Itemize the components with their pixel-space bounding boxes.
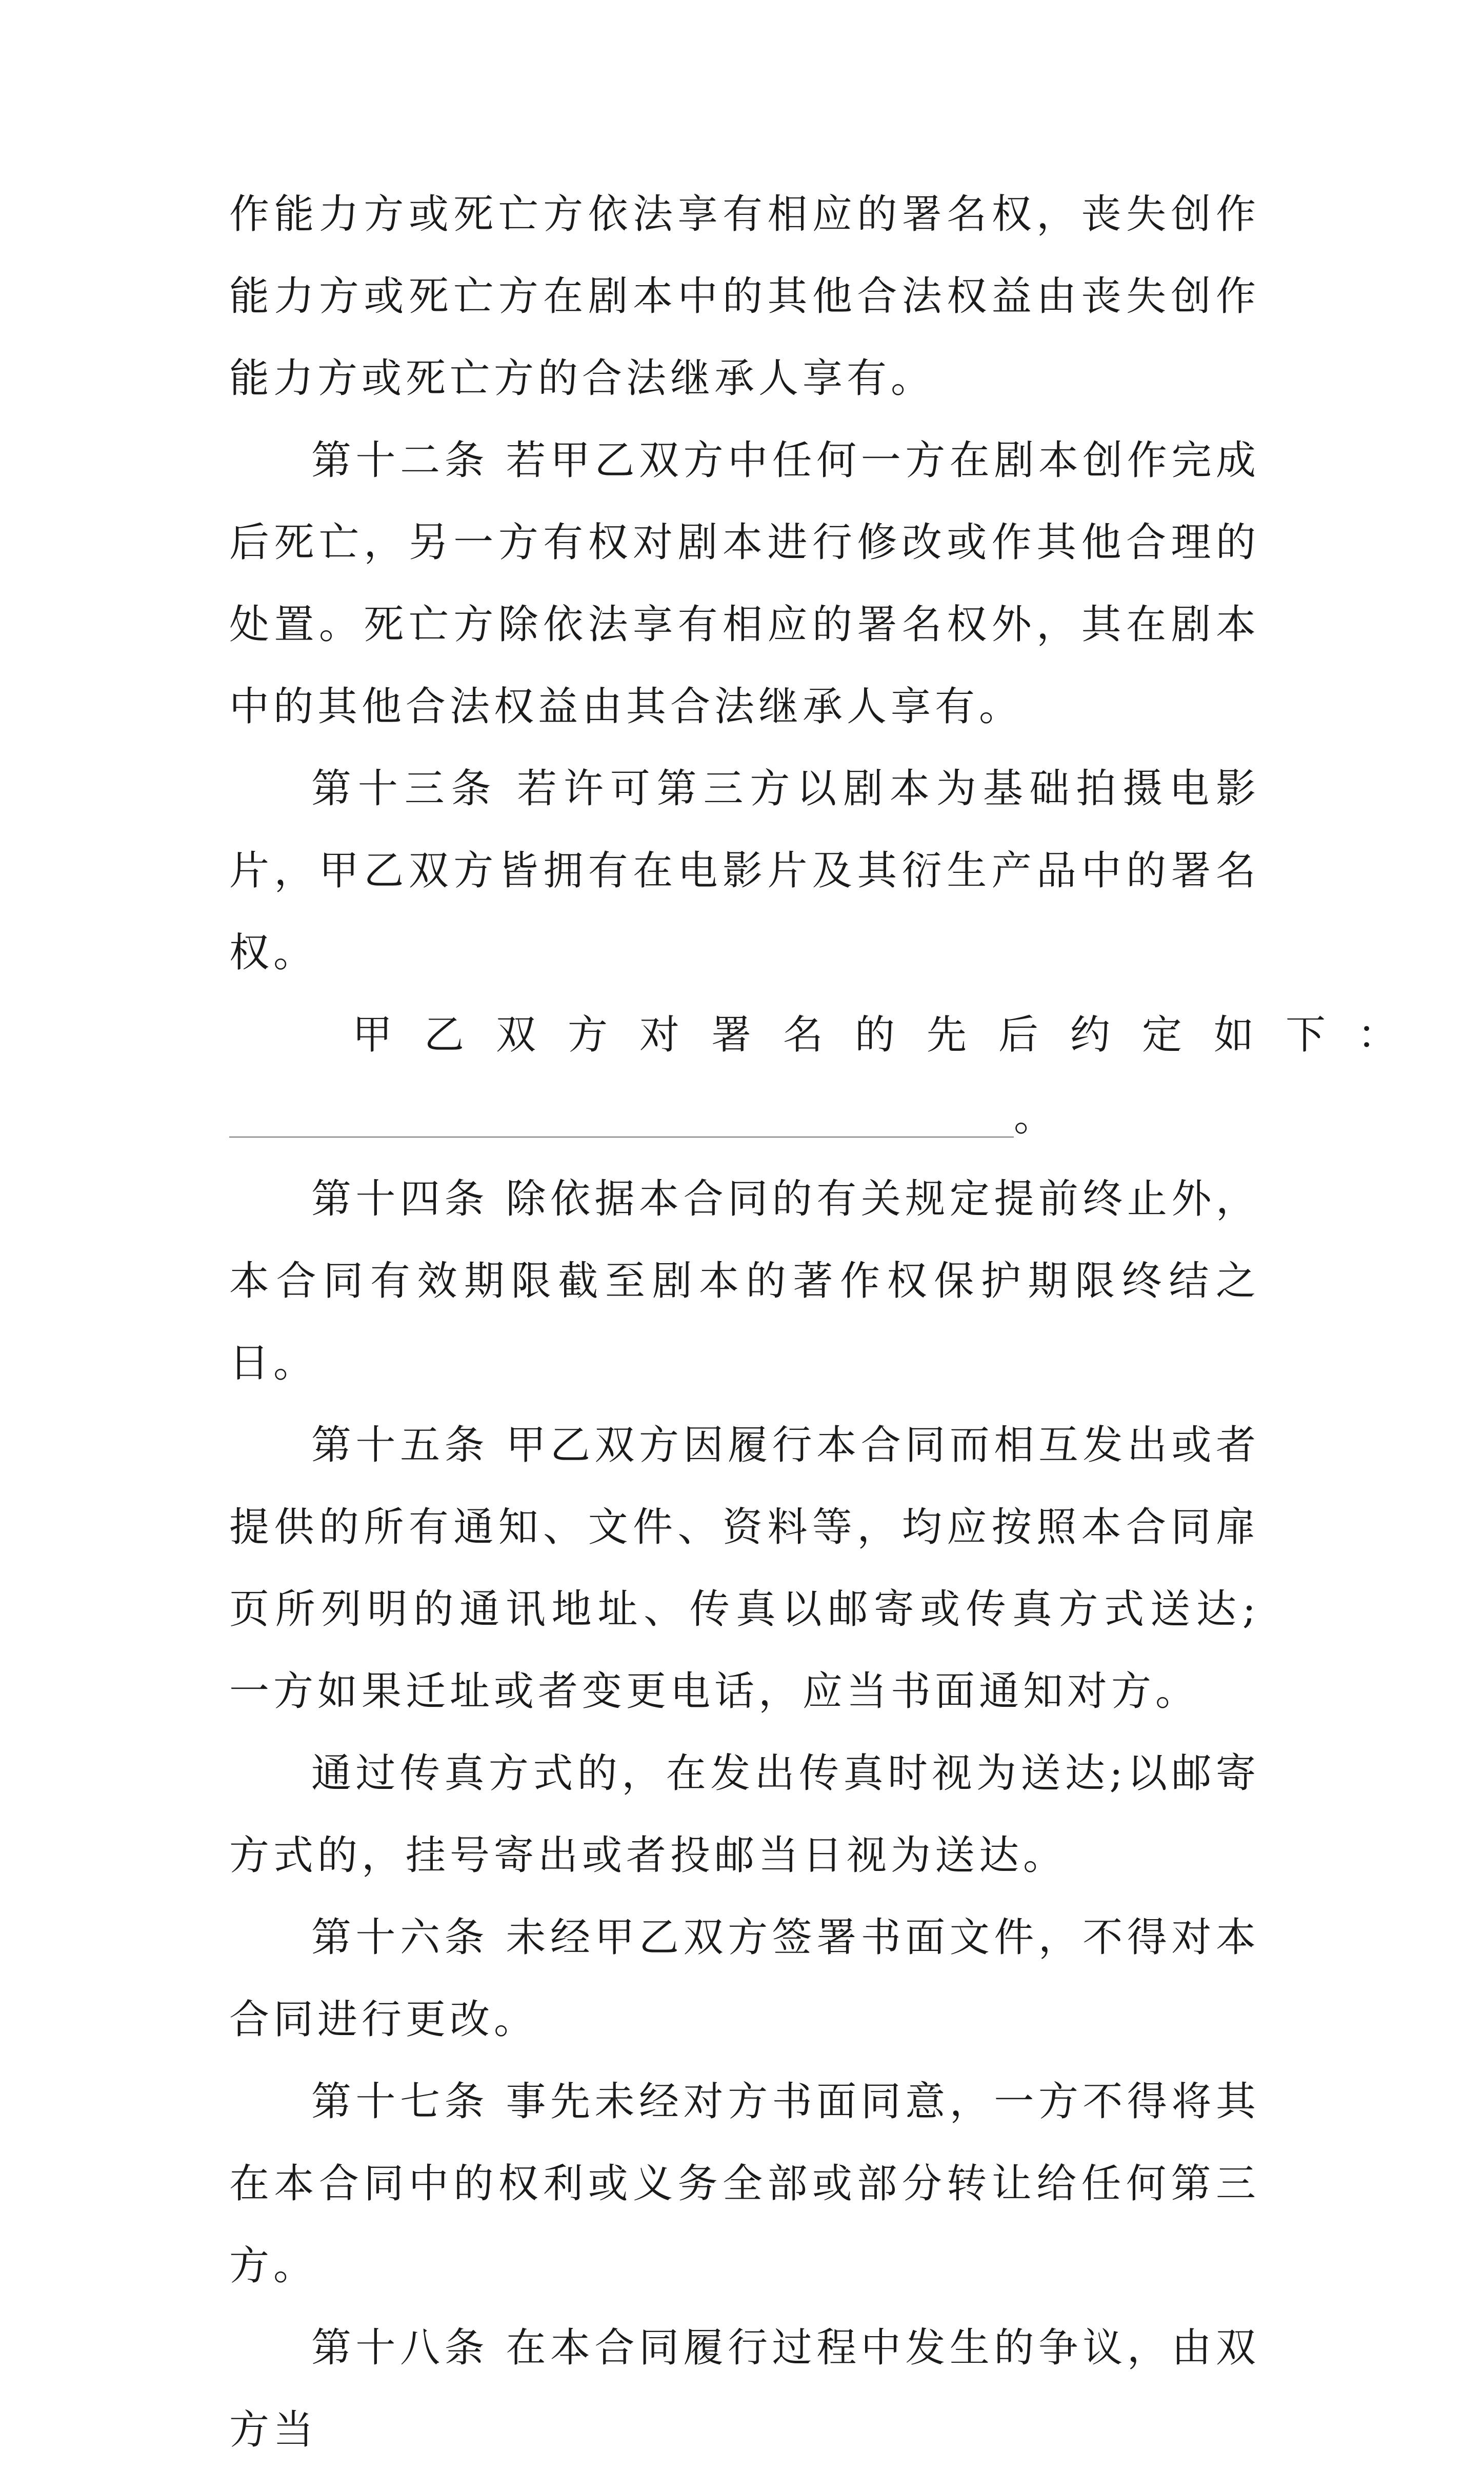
paragraph-article-15: 第十五条 甲乙双方因履行本合同而相互发出或者提供的所有通知、文件、资料等，均应按照本合同扉页所列明的通讯地址、传真以邮寄或传真方式送达;一方如果迁址或者变更电话，应当书面通知对方。 xyxy=(229,1422,1260,1715)
paragraph-article-14: 第十四条 除依据本合同的有关规定提前终止外，本合同有效期限截至剧本的著作权保护期限终结之日。 xyxy=(229,1176,1260,1386)
paragraph-article-13: 第十三条 若许可第三方以剧本为基础拍摄电影片，甲乙双方皆拥有在电影片及其衍生产品中的署名权。 xyxy=(229,766,1260,976)
paragraph-article-15-delivery: 通过传真方式的，在发出传真时视为送达;以邮寄方式的，挂号寄出或者投邮当日视为送达。 xyxy=(229,1750,1260,1879)
paragraph-continuation: 作能力方或死亡方依法享有相应的署名权，丧失创作能力方或死亡方在剧本中的其他合法权益由丧失创作能力方或死亡方的合法继承人享有。 xyxy=(229,191,1260,402)
signature-order-end-mark: 。 xyxy=(1014,1094,1054,1140)
paragraph-article-18: 第十八条 在本合同履行过程中发生的争议，由双方当 xyxy=(229,2325,1260,2453)
paragraph-signature-order: 甲乙双方对署名的先后约定如下： xyxy=(352,1012,1430,1058)
paragraph-article-12: 第十二条 若甲乙双方中任何一方在剧本创作完成后死亡，另一方有权对剧本进行修改或作其他合理的处置。死亡方除依法享有相应的署名权外，其在剧本中的其他合法权益由其合法继承人享有。 xyxy=(229,437,1260,730)
signature-order-fill-line xyxy=(229,1076,1260,1158)
paragraph-article-17: 第十七条 事先未经对方书面同意，一方不得将其在本合同中的权利或义务全部或部分转让给任何第三方。 xyxy=(229,2079,1260,2289)
document-body xyxy=(229,173,1430,2471)
paragraph-article-16: 第十六条 未经甲乙双方签署书面文件，不得对本合同进行更改。 xyxy=(229,1915,1260,2043)
blank-underline xyxy=(229,1137,1014,1138)
